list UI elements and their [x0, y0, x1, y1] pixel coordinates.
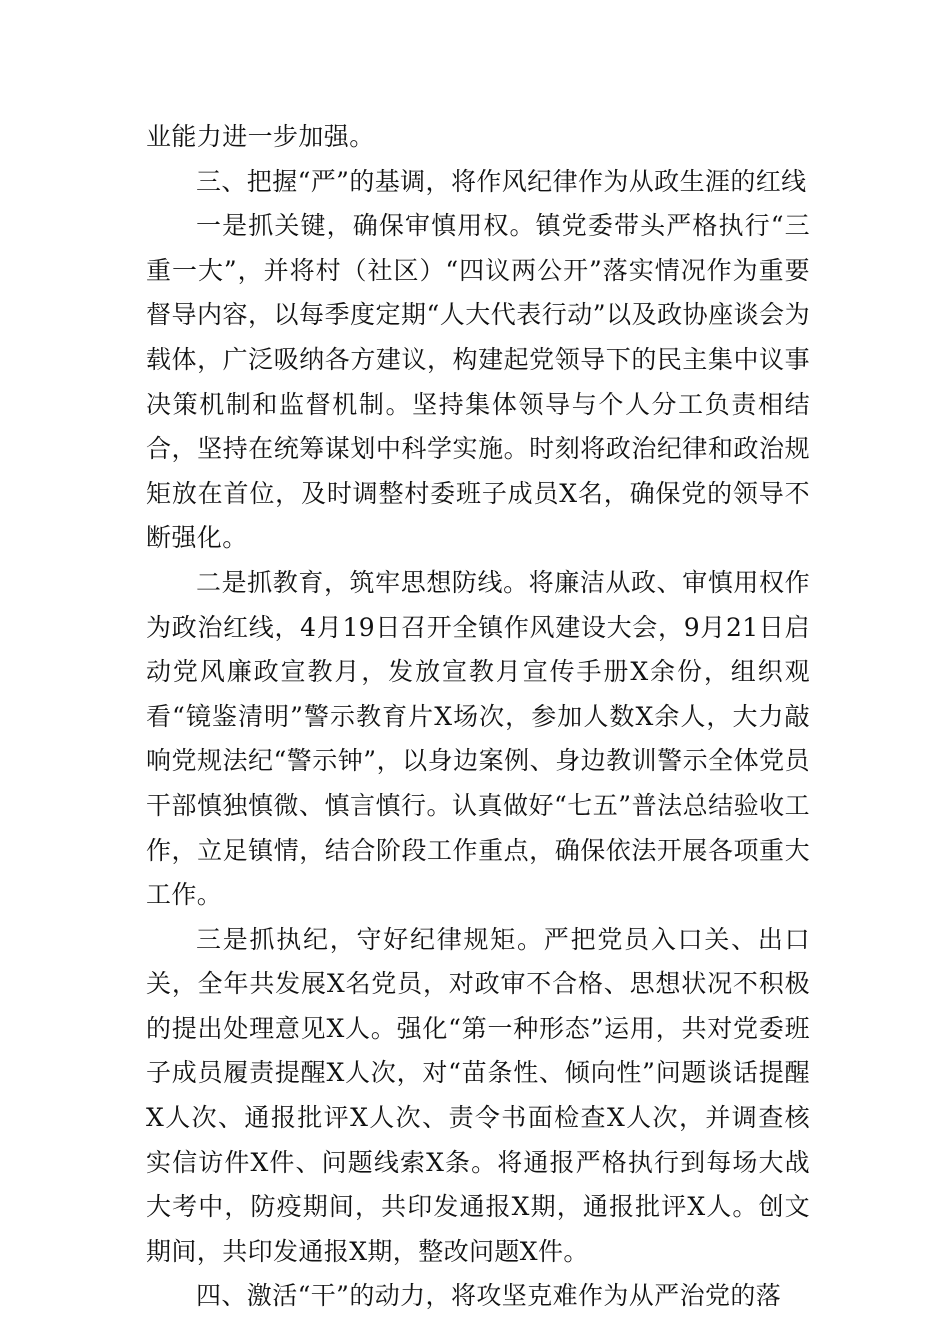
- paragraph-key-points: 一是抓关键，确保审慎用权。镇党委带头严格执行“三重一大”，并将村（社区）“四议两公开”落实情况作为重要督导内容，以每季度定期“人大代表行动”以及政协座谈会为载体，广泛吸纳各方建议，构建起党领导下的民主集中议事决策机制和监督机制。坚持集体领导与个人分工负责相结合，坚持在统筹谋划中科学实施。时刻将政治纪律和政治规矩放在首位，及时调整村委班子成员X名，确保党的领导不断强化。: [146, 211, 810, 553]
- section-heading-four: 四、激活“干”的动力，将攻坚克难作为从严治党的落: [196, 1281, 782, 1311]
- paragraph-continuation: 业能力进一步加强。: [146, 122, 375, 151]
- paragraph-discipline: 三是抓执纪，守好纪律规矩。严把党员入口关、出口关，全年共发展X名党员，对政审不合格、思想状况不积极的提出处理意见X人。强化“第一种形态”运用，共对党委班子成员履责提醒X人次，对“苗条性、倾向性”问题谈话提醒X人次、通报批评X人次、责令书面检查X人次，并调查核实信访件X件、问题线索X条。将通报严格执行到每场大战大考中，防疫期间，共印发通报X期，通报批评X人。创文期间，共印发通报X期，整改问题X件。: [146, 924, 810, 1266]
- document-body: [146, 115, 810, 1319]
- section-heading-three: 三、把握“严”的基调，将作风纪律作为从政生涯的红线: [196, 166, 807, 196]
- paragraph-education: 二是抓教育，筑牢思想防线。将廉洁从政、审慎用权作为政治红线，4月19日召开全镇作风建设大会，9月21日启动党风廉政宣教月，发放宣教月宣传手册X余份，组织观看“镜鉴清明”警示教育片X场次，参加人数X余人，大力敲响党规法纪“警示钟”，以身边案例、身边教训警示全体党员干部慎独慎微、慎言慎行。认真做好“七五”普法总结验收工作，立足镇情，结合阶段工作重点，确保依法开展各项重大工作。: [146, 567, 810, 910]
